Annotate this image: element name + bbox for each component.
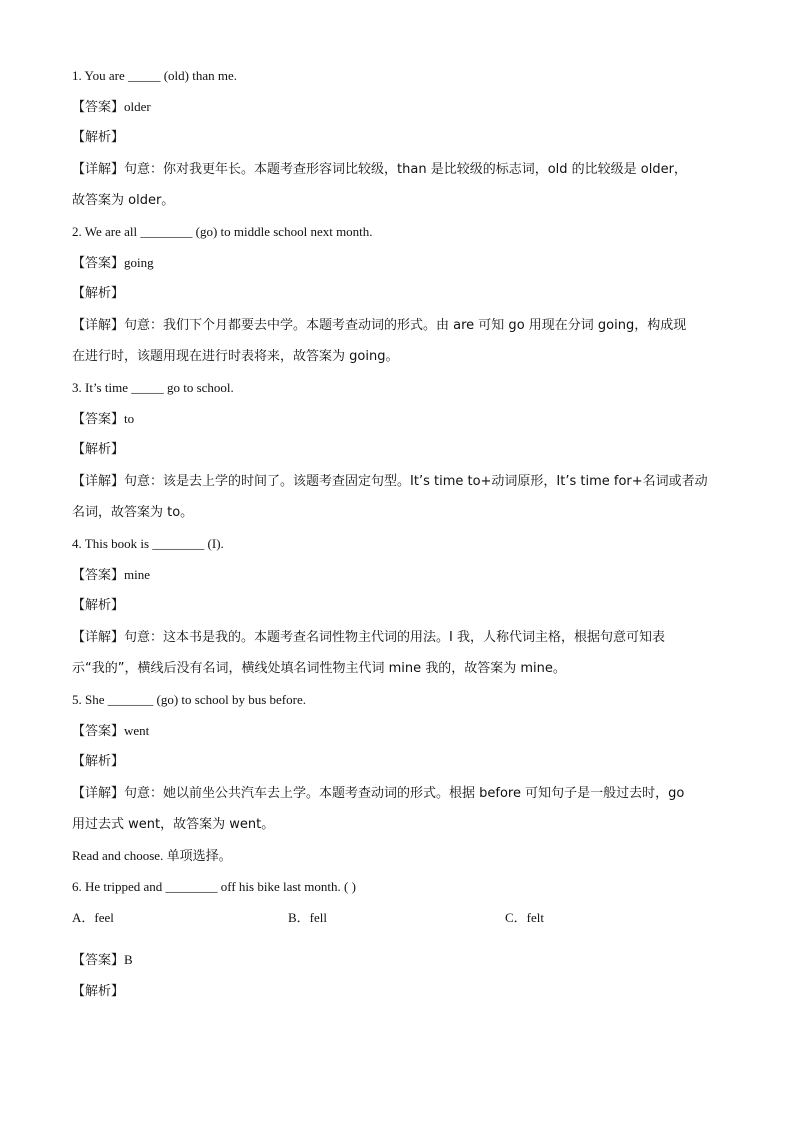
answer-label: 【答案】	[72, 412, 125, 427]
option-c: C．felt	[505, 910, 544, 925]
analysis-5: 【解析】	[72, 754, 125, 769]
option-b: B．fell	[288, 910, 327, 925]
answer-label: 【答案】	[72, 568, 125, 583]
analysis-3: 【解析】	[72, 442, 125, 457]
section-heading: Read and choose. 单项选择。	[72, 848, 232, 863]
option-a: A．feel	[72, 910, 114, 925]
answer-label: 【答案】	[72, 100, 125, 115]
detail-3-line-1	[72, 473, 732, 491]
detail-label: 【详解】	[72, 318, 125, 333]
answer-value: B	[124, 952, 133, 967]
detail-text: 句意：她以前坐公共汽车去上学。本题考查动词的形式。根据 before 可知句子是一般过去时，go	[124, 786, 685, 801]
question-3: 3. It’s time _____ go to school.	[72, 380, 234, 395]
answer-value: mine	[124, 567, 151, 582]
question-2: 2. We are all ________ (go) to middle school next month.	[72, 224, 373, 239]
answer-label: 【答案】	[72, 256, 125, 271]
answer-label: 【答案】	[72, 724, 125, 739]
answer-3	[72, 410, 732, 429]
question-6: 6. He tripped and ________ off his bike last month. ( )	[72, 879, 356, 894]
detail-text: 句意：我们下个月都要去中学。本题考查动词的形式。由 are 可知 go 用现在分词 going，构成现	[124, 318, 687, 333]
answer-2	[72, 254, 732, 273]
answer-label: 【答案】	[72, 953, 125, 968]
detail-5-line-1	[72, 785, 732, 803]
detail-label: 【详解】	[72, 162, 125, 177]
detail-4-line-1	[72, 629, 732, 647]
answer-value: going	[124, 255, 154, 270]
question-5: 5. She _______ (go) to school by bus before.	[72, 692, 306, 707]
answer-6	[72, 951, 732, 970]
detail-2-line-2: 在进行时，该题用现在进行时表将来，故答案为 going。	[72, 349, 399, 364]
analysis-2: 【解析】	[72, 286, 125, 301]
detail-label: 【详解】	[72, 474, 125, 489]
detail-5-line-2: 用过去式 went，故答案为 went。	[72, 817, 275, 832]
detail-3-line-2: 名词，故答案为 to。	[72, 505, 194, 520]
answer-1	[72, 98, 732, 117]
detail-label: 【详解】	[72, 786, 125, 801]
answer-5	[72, 722, 732, 741]
analysis-1: 【解析】	[72, 130, 125, 145]
answer-value: older	[124, 99, 151, 114]
detail-label: 【详解】	[72, 630, 125, 645]
answer-value: to	[124, 411, 135, 426]
answer-value: went	[124, 723, 150, 738]
answer-4	[72, 566, 732, 585]
question-4: 4. This book is ________ (I).	[72, 536, 224, 551]
detail-text: 句意：该是去上学的时间了。该题考查固定句型。It’s time to+动词原形，It’s time for+名词或者动	[124, 474, 708, 489]
analysis-6: 【解析】	[72, 984, 125, 999]
detail-text: 句意：你对我更年长。本题考查形容词比较级，than 是比较级的标志词，old 的比较级是 older，	[124, 162, 687, 177]
question-1: 1. You are _____ (old) than me.	[72, 68, 238, 83]
detail-2-line-1	[72, 317, 732, 335]
detail-1-line-1	[72, 161, 732, 179]
detail-text: 句意：这本书是我的。本题考查名词性物主代词的用法。I 我，人称代词主格，根据句意可知表	[124, 630, 665, 645]
detail-1-line-2: 故答案为 older。	[72, 193, 175, 208]
analysis-4: 【解析】	[72, 598, 125, 613]
detail-4-line-2: 示“我的”，横线后没有名词，横线处填名词性物主代词 mine 我的，故答案为 mine。	[72, 661, 566, 676]
